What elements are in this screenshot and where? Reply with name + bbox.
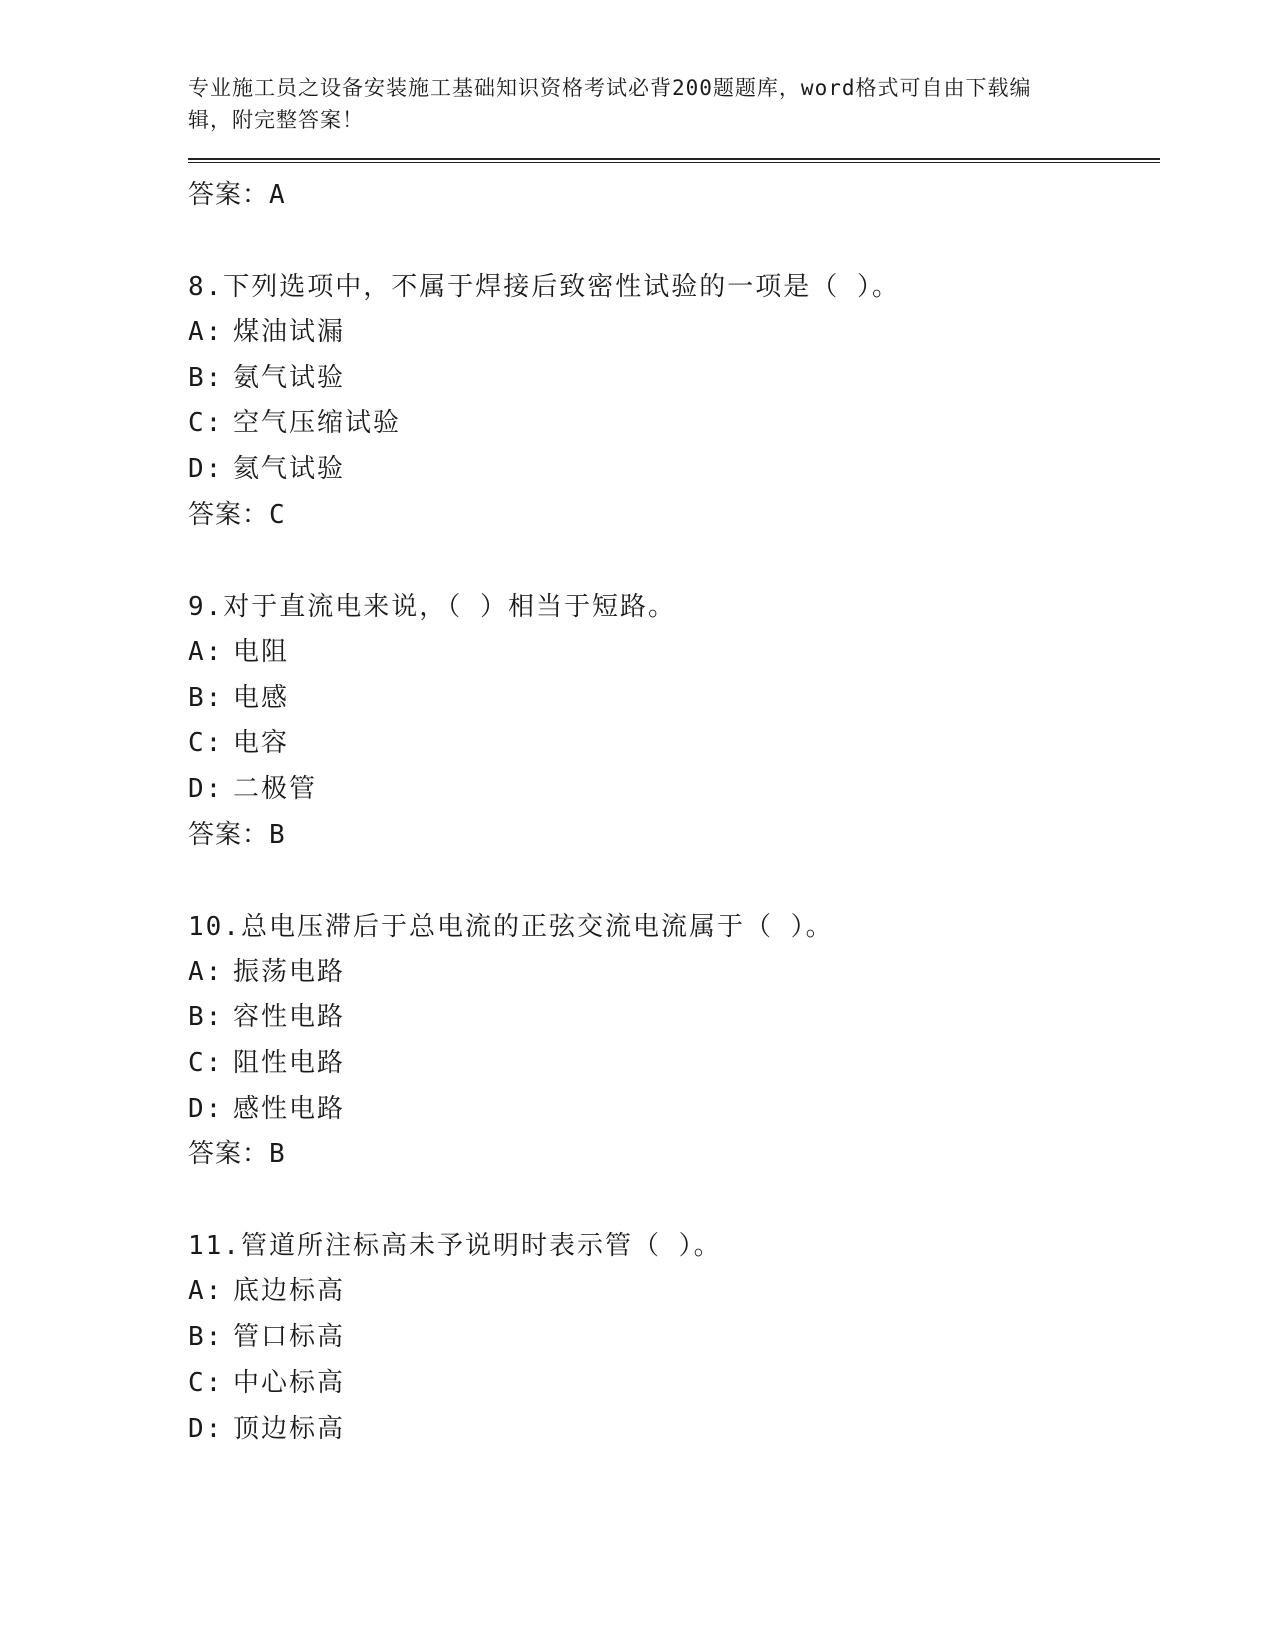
question-text: 8.下列选项中，不属于焊接后致密性试验的一项是（ ）。 — [188, 272, 900, 302]
option-d — [188, 1087, 1158, 1133]
option-b — [188, 676, 1158, 722]
option-text: 空气压缩试验 — [233, 408, 402, 439]
option-letter: D: — [188, 1413, 224, 1444]
question-block — [188, 265, 1158, 538]
answer-text: 答案：A — [188, 180, 286, 210]
option-a — [188, 310, 1158, 356]
option-a — [188, 630, 1158, 676]
document-header: 专业施工员之设备安装施工基础知识资格考试必背200题题库，word格式可自由下载编辑，附完整答案！ — [188, 76, 1032, 132]
option-letter: B: — [188, 682, 224, 713]
option-c — [188, 1361, 1158, 1407]
option-text: 顶边标高 — [233, 1413, 346, 1444]
option-letter: D: — [188, 1093, 224, 1124]
option-letter: D: — [188, 454, 224, 485]
option-letter: C: — [188, 1367, 224, 1398]
option-d — [188, 767, 1158, 813]
question-text: 11.管道所注标高未予说明时表示管（ ）。 — [188, 1231, 722, 1262]
option-text: 容性电路 — [233, 1002, 346, 1033]
option-text: 中心标高 — [233, 1367, 346, 1398]
option-a — [188, 1269, 1158, 1315]
option-text: 感性电路 — [233, 1093, 346, 1124]
answer-text: 答案：C — [188, 499, 286, 530]
option-c — [188, 721, 1158, 767]
answer-text: 答案：B — [188, 1139, 286, 1170]
option-letter: A: — [188, 956, 224, 987]
option-d — [188, 447, 1158, 493]
option-letter: B: — [188, 1322, 224, 1353]
option-letter: A: — [188, 1276, 224, 1307]
option-text: 氨气试验 — [233, 362, 346, 393]
question-block — [188, 905, 1158, 1178]
document-page — [188, 72, 1158, 1452]
option-text: 二极管 — [233, 773, 318, 804]
option-c — [188, 401, 1158, 447]
option-letter: C: — [188, 408, 224, 439]
option-text: 底边标高 — [233, 1276, 346, 1307]
question-block — [188, 585, 1158, 858]
option-text: 电感 — [233, 682, 290, 713]
option-letter: C: — [188, 1048, 224, 1079]
option-text: 管口标高 — [233, 1322, 346, 1353]
question-block — [188, 1224, 1158, 1452]
option-text: 电容 — [233, 728, 290, 759]
option-b — [188, 1315, 1158, 1361]
option-letter: D: — [188, 773, 224, 804]
question-text: 10.总电压滞后于总电流的正弦交流电流属于（ ）。 — [188, 911, 834, 942]
option-text: 煤油试漏 — [233, 317, 346, 347]
option-b — [188, 356, 1158, 402]
option-a — [188, 950, 1158, 996]
option-text: 阻性电路 — [233, 1048, 346, 1079]
option-letter: C: — [188, 728, 224, 759]
question-text: 9.对于直流电来说，（ ）相当于短路。 — [188, 591, 676, 622]
option-text: 电阻 — [233, 636, 290, 667]
option-letter: B: — [188, 1002, 224, 1033]
option-letter: A: — [188, 317, 224, 347]
option-text: 氦气试验 — [233, 454, 346, 485]
option-c — [188, 1041, 1158, 1087]
answer-text: 答案：B — [188, 819, 286, 850]
header-divider — [188, 158, 1160, 163]
option-letter: B: — [188, 362, 224, 393]
option-letter: A: — [188, 636, 224, 667]
option-text: 振荡电路 — [233, 956, 346, 987]
option-b — [188, 995, 1158, 1041]
option-d — [188, 1407, 1158, 1453]
